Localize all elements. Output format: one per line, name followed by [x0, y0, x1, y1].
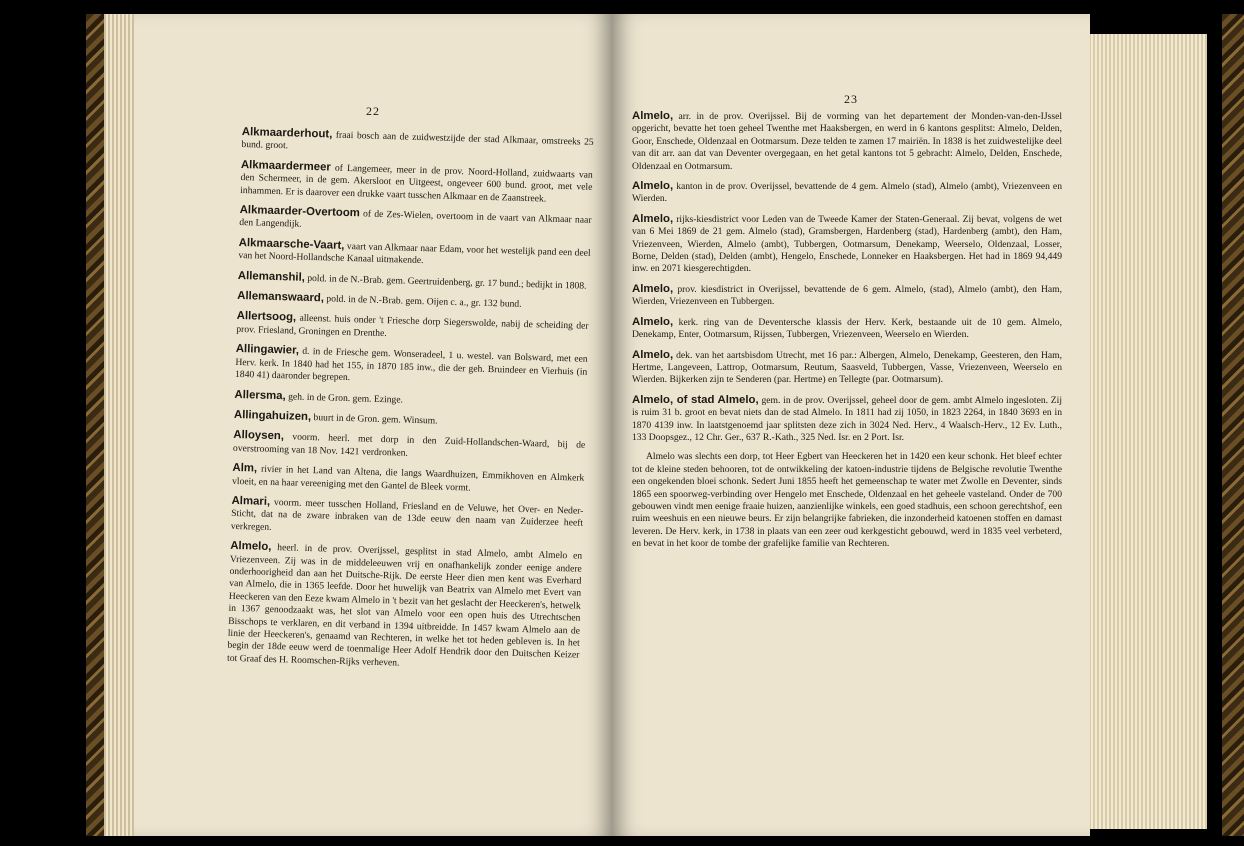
entry-body: Almelo was slechts een dorp, tot Heer Egbert van Heeckeren het in 1420 een keur schonk. Het bleef echter tot de kleine steden behooren, tot de ontwikkeling der katoen-industrie tijdens de Belgische revolutie Twenthe een ongekenden bloei schonk. Sedert Juni 1855 heeft het gemeenschap te water met Zwolle en Deventer, sinds 1865 een spoorweg-verbinding over Hengelo met Enschede, Oldenzaal en het geheele vasteland. Onder de 700 gebouwen vindt men eenige fraaie huizen, aanzienlijke winkels, een goed stadhuis, een schoon gerechtshof, een ruim weeshuis en een nieuwe beurs. Er zijn belangrijke fabrieken, die inzonderheid katoenen stoffen en damast leveren. De Herv. kerk, in 1738 in plaats van een zeer oud kerkgesticht gebouwd, werd in 1835 veel verbeterd, en bevat in het koor de tombe der grafelijke familie van Rechteren.: [632, 451, 1062, 550]
dictionary-entry: [632, 213, 1062, 276]
entry-headword: Almelo,: [632, 180, 674, 193]
entry-headword: Allertsoog,: [236, 310, 297, 325]
dictionary-entry: [239, 204, 592, 240]
dictionary-entry: [632, 316, 1062, 342]
entry-continuation: [632, 451, 1062, 550]
entry-body: gem. in de prov. Overijssel, geheel door de gem. ambt Almelo ingesloten. Zij is ruim 31 b. groot en bevat niets dan de stad Almelo. In 1811 had zij 1050, in 1823 2264, in 1840 3693 en in 1870 4139 inw. In laatstgenoemd jaar splitsten deze zich in 3024 Ned. Herv., 4 Waalsch-Herv., 12 Ev. Luth., 133 Doopsgez., 12 Chr. Ger., 637 R.-Kath., 325 Ned. Isr. en 2 Port. Isr.: [632, 394, 1062, 443]
entry-body: dek. van het aartsbisdom Utrecht, met 16 par.: Albergen, Almelo, Denekamp, Geesteren, den Ham, Hertme, Langeveen, Lattrop, Ootmarsum, Reutum, Saasveld, Tubbergen, Vasse, Vriezenveen, Weerselo en Wierden. Bijkerken zijn te Senderen (par. Hertme) en Tellegte (par. Ootmarsum).: [632, 349, 1062, 386]
entry-body: vaart van Alkmaar naar Edam, voor het westelijk pand een deel van het Noord-Hollandsche Kanaal uitmakende.: [238, 240, 591, 267]
entry-body: alleenst. huis onder 't Friesche dorp Siegerswolde, nabij de scheiding der prov. Friesland, Groningen en Drenthe.: [236, 313, 589, 339]
right-marbled-cover: [1222, 14, 1244, 836]
dictionary-entry: [632, 180, 1062, 206]
entry-headword: Allingawier,: [235, 343, 300, 357]
dictionary-entry: [232, 462, 585, 498]
entry-body: voorm. heerl. met dorp in den Zuid-Hollandschen-Waard, bij de overstrooming van 18 Nov. 1421 verdronken.: [232, 431, 586, 459]
dictionary-entry: [238, 270, 590, 293]
dictionary-entry: [237, 290, 589, 313]
right-page: [612, 14, 1090, 836]
dictionary-entry: [632, 394, 1062, 445]
dictionary-entry: [236, 310, 589, 346]
dictionary-entry: [632, 349, 1062, 387]
page-number: 23: [844, 92, 858, 106]
entry-body: prov. kiesdistrict in Overijssel, bevattende de 6 gem. Almelo, (stad), Almelo (ambt), den Ham, Wierden, Vriezenveen en Tubbergen.: [632, 283, 1062, 308]
entry-body: heerl. in de prov. Overijssel, gesplitst in stad Almelo, ambt Almelo en Vriezenveen. Zij was in de middeleeuwen vrij en onafhankelijk zonder eenige andere onderhoorigheid dan aan het Duitsche-Rijk. De eerste Heer dien men kent was Everhard van Almelo, die in 1365 leefde. Door het huwelijk van Beatrix van Almelo met Evert van Heeckeren van den Eeze kwam Almelo in 't bezit van het geslacht der Heeckeren's, hetwelk in 1367 genoodzaakt was, het slot van Almelo voor een open huis des Utrechtschen Bisschops te verklaren, en dit verband in 1394 uitbreidde. In 1457 kwam Almelo aan de linie der Heeckeren's, genaamd van Rechteren, in welke het tot heden gebleven is. In het begin der 18de eeuw werd de toenmalige Heer Adolf Hendrik door den Duitschen Keizer tot Graaf des H. Roomschen-Rijks verheven.: [226, 542, 583, 669]
dictionary-entry: [241, 126, 594, 162]
entry-body: d. in de Friesche gem. Wonseradeel, 1 u. westel. van Bolsward, met een Herv. kerk. In 1840 had het 155, in 1870 185 inw., die der geh. Bruindeer en Vierhuis (in 1840 41) daaronder begrepen.: [234, 345, 588, 384]
entry-body: voorm. meer tusschen Holland, Friesland en de Veluwe, het Over- en Neder-Sticht, dat na de zware inbraken van de 13de eeuw den naam van Zuiderzee heeft verkregen.: [230, 496, 584, 533]
entry-body: kanton in de prov. Overijssel, bevattende de 4 gem. Almelo (stad), Almelo (ambt), Vriezenveen en Wierden.: [632, 181, 1062, 205]
entry-headword: Alkmaarsche-Vaart,: [238, 236, 345, 252]
entry-body: arr. in de prov. Overijssel. Bij de vorming van het departement der Monden-van-den-IJssel opgericht, bevatte het toen geheel Twenthe met Haaksbergen, en werd in 6 kantons gesplitst: Almelo, Delden, Goor, Enschede, Oldenzaal en Ootmarsum. Deze telden te zamen 17 mairiën. In 1838 is het zuidwestelijke deel van dit arr. aan dat van Deventer overgegaan, en het getal kantons tot 5 gebracht: Almelo, Delden, Enschede, Oldenzaal en Ootmarsum.: [632, 111, 1062, 172]
right-page-edges: [1089, 34, 1207, 829]
entry-headword: Alkmaarderhout,: [241, 126, 333, 141]
open-book: [104, 14, 1224, 836]
left-page: [134, 14, 612, 836]
dictionary-entry: [240, 159, 593, 207]
entry-headword: Alm,: [232, 461, 258, 475]
entry-headword: Almelo,: [230, 539, 272, 554]
dictionary-entry: [233, 429, 586, 465]
left-page-text: [227, 126, 594, 682]
dictionary-entry: [231, 495, 584, 543]
entry-headword: Alkmaardermeer: [240, 158, 331, 174]
entry-headword: Allemanshil,: [237, 269, 306, 284]
entry-headword: Alkmaarder-Overtoom: [239, 204, 361, 220]
entry-body: of de Zes-Wielen, overtoom in de vaart van Alkmaar naar den Langendijk.: [239, 208, 592, 231]
entry-headword: Almelo,: [632, 348, 674, 361]
dictionary-entry: [632, 110, 1062, 173]
entry-body: pold. in de N.-Brab. gem. Oijen c. a., gr. 132 bund.: [323, 293, 522, 310]
dictionary-entry: [227, 540, 582, 675]
entry-body: kerk. ring van de Deventersche klassis der Herv. Kerk, bestaande uit de 10 gem. Almelo, Denekamp, Enter, Ootmarsum, Rijssen, Tubbergen, Vriezenveen, Weerselo en Wierden.: [632, 316, 1062, 341]
entry-body: of Langemeer, meer in de prov. Noord-Holland, zuidwaarts van den Schermeer, in de gem. Akersloot en Uitgeest, ongeveer 600 bund. groot, met vele inhammen. Er is daarover een drukke vaart tusschen Alkmaar en de Zaanstreek.: [240, 162, 593, 205]
dictionary-entry: [234, 409, 586, 432]
entry-headword: Almelo,: [632, 212, 674, 225]
entry-headword: Allingahuizen,: [233, 408, 312, 423]
dictionary-entry: [235, 343, 588, 391]
entry-headword: Almelo,: [632, 282, 674, 295]
entry-headword: Almelo,: [632, 315, 674, 328]
entry-body: buurt in de Gron. gem. Winsum.: [310, 411, 438, 427]
entry-headword: Alloysen,: [233, 429, 285, 443]
entry-headword: Allersma,: [234, 388, 286, 402]
entry-headword: Almelo, of stad Almelo,: [632, 393, 759, 406]
entry-body: rijks-kiesdistrict voor Leden van de Tweede Kamer der Staten-Generaal. Zij bevat, volgens de wet van 6 Mei 1869 de 21 gem. Almelo (stad), Gramsbergen, Hardenberg (stad), Hardenberg (ambt), den Ham, Vriezenveen, Wierden, Almelo (ambt), Tubbergen, Ootmarsum, Denekamp, Weerselo, Oldenzaal, Losser, Borne, Delden (stad), Delden (ambt), Hengelo, Enschede, Lonneker en Haaksbergen. Het had in 1869 94,449 inw. en 2071 kiesgerechtigden.: [632, 213, 1062, 275]
page-number: 22: [366, 104, 380, 118]
entry-body: fraai bosch aan de zuidwestzijde der stad Alkmaar, omstreeks 25 bund. groot.: [241, 129, 594, 152]
dictionary-entry: [238, 237, 591, 273]
entry-body: geh. in de Gron. gem. Ezinge.: [285, 390, 404, 406]
entry-headword: Allemanswaard,: [237, 289, 325, 305]
entry-body: pold. in de N.-Brab. gem. Geertruidenberg, gr. 17 bund.; bedijkt in 1808.: [304, 272, 587, 292]
entry-headword: Almari,: [231, 494, 271, 508]
right-page-text: [632, 110, 1062, 558]
entry-headword: Almelo,: [632, 110, 674, 122]
dictionary-entry: [234, 388, 586, 411]
entry-body: rivier in het Land van Altena, die langs Waardhuizen, Emmikhoven en Almkerk vloeit, en na haar vereeniging met den Gantel de Bleek vormt.: [231, 463, 585, 494]
dictionary-entry: [632, 283, 1062, 309]
